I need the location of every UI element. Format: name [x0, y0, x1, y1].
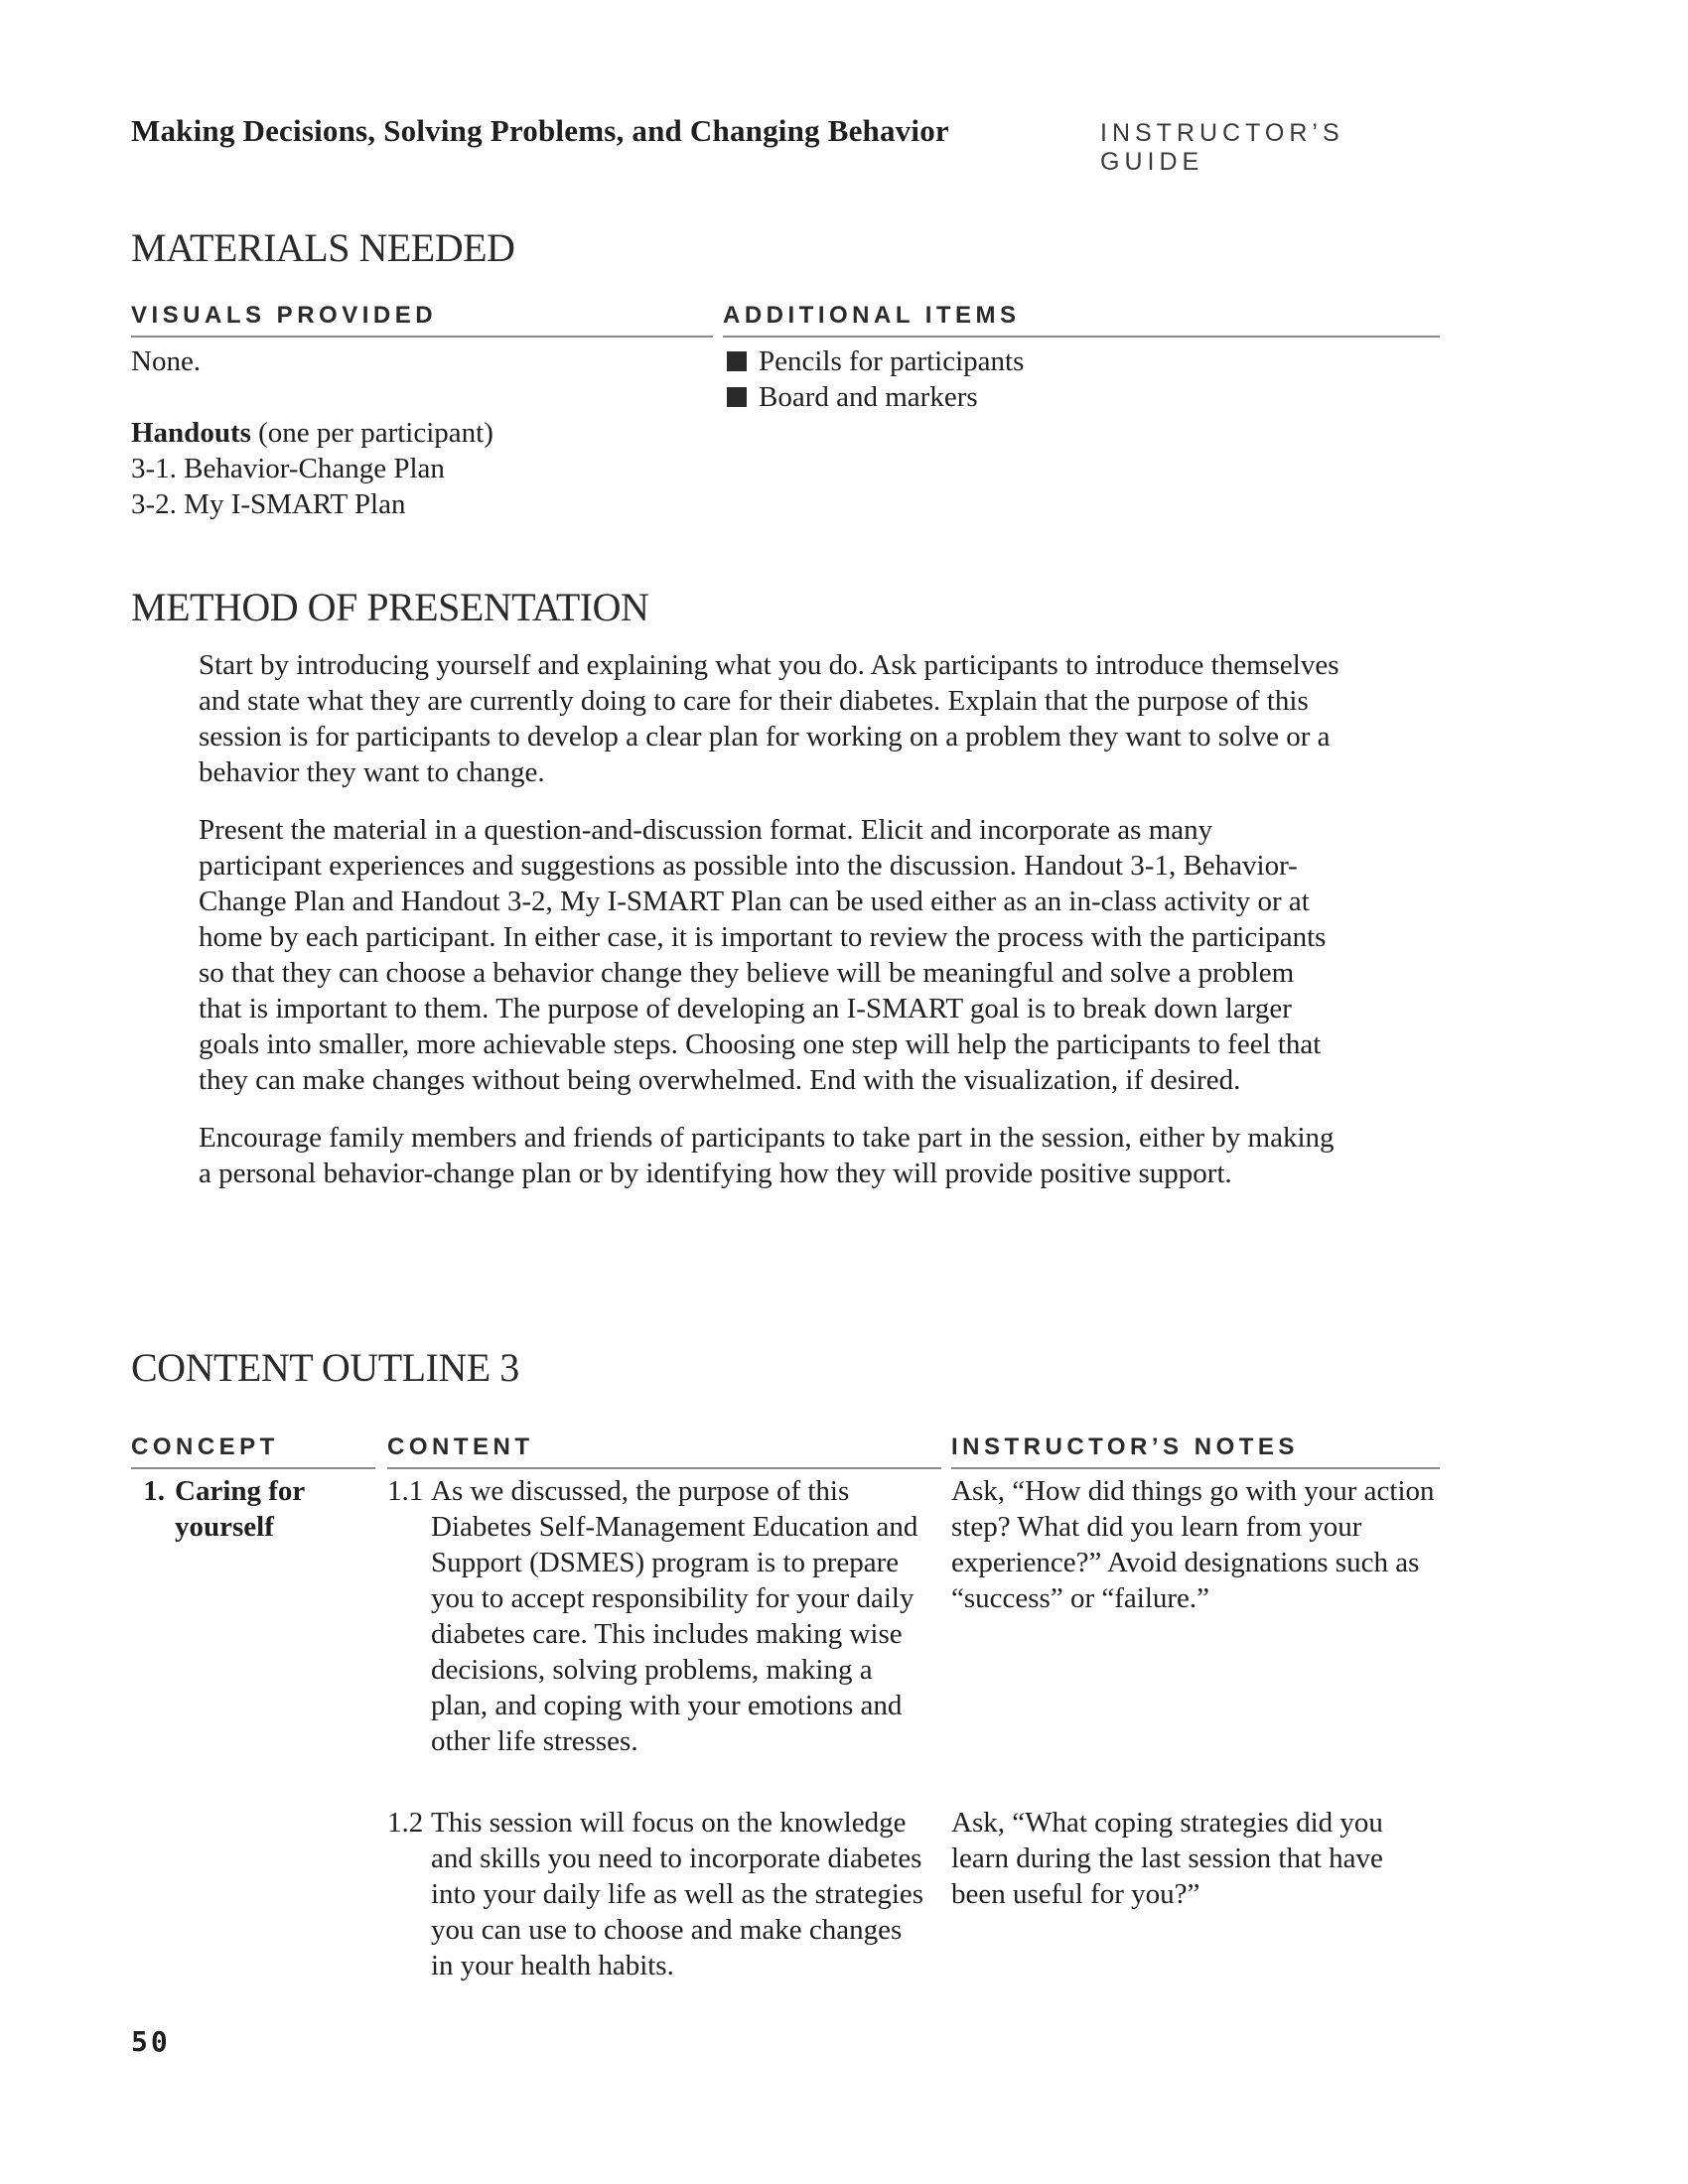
content-item-text: As we discussed, the purpose of this Diabetes Self-Management Education and Support (DSMES) program is to prepare you to accept responsibility for your daily diabetes care. This includes making wise decisions, solving problems, making a plan, and coping with your emotions and other life stresses. [431, 1475, 918, 1757]
additional-heading: ADDITIONAL ITEMS [723, 302, 1440, 338]
additional-item: Board and markers [727, 379, 1422, 415]
instructor-note: Ask, “What coping strategies did you learn during the last session that have been useful for you?” [951, 1807, 1383, 1910]
visuals-list [131, 343, 707, 522]
content-item [387, 1473, 931, 1759]
page-header [131, 113, 1452, 176]
square-bullet-icon [727, 387, 747, 407]
method-paragraph: Present the material in a question-and-discussion format. Elicit and incorporate as many participant experiences and suggestions as possible into the discussion. Handout 3-1, Behavior-Change Plan and Handout 3-2, My I-SMART Plan can be used either as an in-class activity or at home by each participant. In either case, it is important to review the process with the participants so that they can choose a behavior change they believe will be meaningful and solve a problem that is important to them. The purpose of developing an I-SMART goal is to break down larger goals into smaller, more achievable steps. Choosing one step will help the participants to feel that they can make changes without being overwhelmed. End with the visualization, if desired. [199, 814, 1327, 1096]
handout-item: 3-2. My I-SMART Plan [131, 488, 406, 520]
method-paragraph: Encourage family members and friends of participants to take part in the session, either by making a personal behavior-change plan or by identifying how they will provide positive support. [199, 1122, 1335, 1189]
handouts-heading [131, 415, 707, 451]
page-number: 50 [131, 2025, 171, 2058]
handout-item: 3-1. Behavior-Change Plan [131, 453, 445, 484]
square-bullet-icon [727, 351, 747, 371]
notes-heading: INSTRUCTOR’S NOTES [951, 1433, 1440, 1469]
concept-cell [131, 1473, 369, 1545]
concept-label: Caring for yourself [175, 1475, 305, 1543]
content-item-text: This session will focus on the knowledge and skills you need to incorporate diabetes into your daily life as well as the strategies you can use to choose and make changes in your health habits. [431, 1807, 924, 1981]
content-heading: CONTENT [387, 1433, 941, 1469]
content-item-number: 1.1 [387, 1475, 424, 1507]
outline-title: CONTENT OUTLINE 3 [131, 1345, 519, 1390]
method-title: METHOD OF PRESENTATION [131, 585, 649, 629]
method-paragraph: Start by introducing yourself and explaining what you do. Ask participants to introduce themselves and state what they are currently doing to care for their diabetes. Explain that the purpose of this session is for participants to develop a clear plan for working on a problem they want to solve or a behavior they want to change. [199, 649, 1339, 788]
instructor-note: Ask, “How did things go with your action step? What did you learn from your experience?” Avoid designations such as “success” or “failure.” [951, 1475, 1435, 1614]
additional-item: Pencils for participants [727, 343, 1422, 379]
visuals-heading: VISUALS PROVIDED [131, 302, 713, 338]
visuals-value: None. [131, 345, 202, 377]
handouts-note: (one per participant) [258, 417, 493, 449]
handouts-label: Handouts [131, 417, 251, 449]
concept-heading: CONCEPT [131, 1433, 375, 1469]
content-item [387, 1805, 931, 1983]
additional-items-list [727, 343, 1422, 415]
materials-title: MATERIALS NEEDED [131, 225, 515, 270]
content-item-number: 1.2 [387, 1807, 424, 1839]
book-title: Making Decisions, Solving Problems, and Changing Behavior [131, 113, 949, 148]
concept-number: 1. [143, 1475, 165, 1507]
guide-label: INSTRUCTOR’S GUIDE [1100, 119, 1344, 176]
method-body [199, 647, 1340, 1213]
